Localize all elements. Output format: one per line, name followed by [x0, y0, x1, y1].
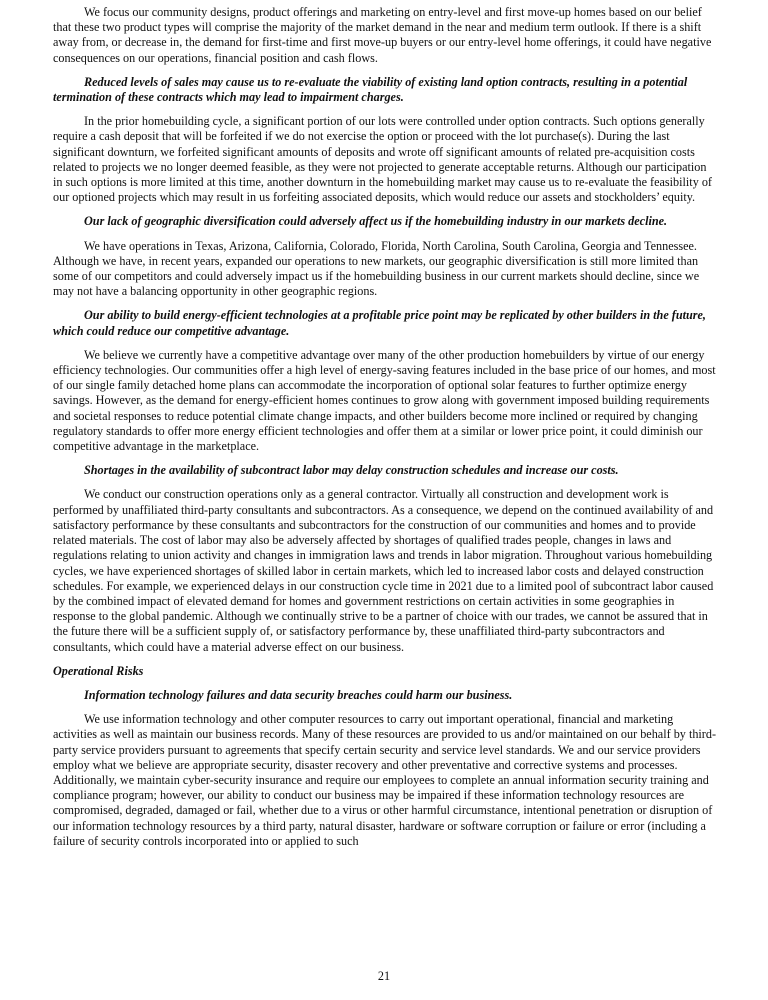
risk-heading: Reduced levels of sales may cause us to re-evaluate the viability of existing land option contracts, resulting in a potential termination of these contracts which may lead to impairment charges.: [53, 74, 688, 105]
body-paragraph: In the prior homebuilding cycle, a significant portion of our lots were controlled under option contracts. Such options generally require a cash deposit that will be forfeited if we do not exercise the option or proceed with the lot purchase(s). During the last significant downturn, we forfeited significant amounts of deposits and wrote off significant amounts of related pre-acquisition costs related to projects we no longer deemed feasible, as they were not projected to generate acceptable returns. Although our participation in such options is more limited at this time, another downturn in the homebuilding market may cause us to re-evaluate the feasibility of our optioned projects which may result in us forfeiting associated deposits, which would reduce our assets and stockholders’ equity.: [53, 114, 712, 205]
page-number: 21: [377, 969, 391, 983]
body-paragraph: We focus our community designs, product offerings and marketing on entry-level and first move-up homes based on our belief that these two product types will comprise the majority of the market demand in the near and medium term outlook. If there is a shift away from, or decrease in, the demand for first-time and first move-up buyers or our entry-level home offerings, it could have negative consequences on our operations, financial position and cash flows.: [53, 5, 712, 65]
risk-heading: Our ability to build energy-efficient technologies at a profitable price point may be replicated by other builders in the future, which could reduce our competitive advantage.: [53, 308, 706, 338]
body-paragraph: We conduct our construction operations only as a general contractor. Virtually all construction and development work is performed by unaffiliated third-party consultants and subcontractors. As a consequence, we depend on the continued availability of and satisfactory performance by these consultants and subcontractors for the construction of our communities and homes and to provide related materials. The cost of labor may also be adversely affected by shortages of qualified trades people, changes in laws and regulations relating to union activity and changes in immigration laws and trends in labor migration. Throughout various homebuilding cycles, we have experienced shortages of skilled labor in certain markets, which led to increased labor costs and delayed construction schedules. For example, we experienced delays in our construction cycle time in 2021 due to a limited pool of subcontract labor caused by the combined impact of elevated demand for homes and government restrictions on certain activities in some geographies in response to the global pandemic. Although we continually strive to be a partner of choice with our trades, we cannot be assured that in the future there will be a sufficient supply of, or satisfactory performance by, these unaffiliated third-party subcontractors and consultants, which could have a material adverse effect on our business.: [53, 487, 714, 654]
risk-heading: Shortages in the availability of subcontract labor may delay construction schedules and increase our costs.: [84, 463, 619, 478]
body-paragraph: We have operations in Texas, Arizona, California, Colorado, Florida, North Carolina, South Carolina, Georgia and Tennessee. Although we have, in recent years, expanded our operations to new markets, our geographic diversification is still more limited than some of our competitors and could adversely impact us if the homebuilding business in our current markets should decline, since we may not have a balancing opportunity in other geographic regions.: [53, 238, 700, 299]
risk-heading: Our lack of geographic diversification could adversely affect us if the homebuilding industry in our markets decline.: [84, 214, 668, 229]
body-paragraph: We believe we currently have a competitive advantage over many of the other production homebuilders by virtue of our energy efficiency technologies. Our communities offer a high level of energy-saving features included in the base price of our homes, and most of our single family detached home plans can accommodate the incorporation of optional solar features to further optimize energy savings. However, as the demand for energy-efficient homes continues to grow along with government imposed building requirements and societal responses to reduce potential climate change impacts, and other builders become more inclined or required by changing regulatory standards to offer more energy efficient technologies and offer them at a similar or lower price point, it could diminish our competitive advantage in the marketplace.: [53, 347, 716, 454]
section-heading: Operational Risks: [53, 663, 144, 678]
body-paragraph: We use information technology and other computer resources to carry out important operational, financial and marketing activities as well as maintain our business records. Many of these resources are provided to us and/or maintained on our behalf by third-party service providers pursuant to agreements that specify certain security and service level standards. We and our service providers employ what we believe are appropriate security, disaster recovery and other preventative and corrective systems and processes. Additionally, we maintain cyber-security insurance and require our employees to complete an annual information security training and compliance program; however, our ability to conduct our business may be impaired if these information technology resources are compromised, degraded, damaged or fail, whether due to a virus or other harmful circumstance, intentional penetration or disruption of our information technology resources by a third party, natural disaster, hardware or software corruption or failure or error (including a failure of security controls incorporated into or applied to such: [53, 712, 717, 848]
document-page: [53, 5, 717, 858]
risk-heading: Information technology failures and data security breaches could harm our business.: [84, 687, 513, 702]
